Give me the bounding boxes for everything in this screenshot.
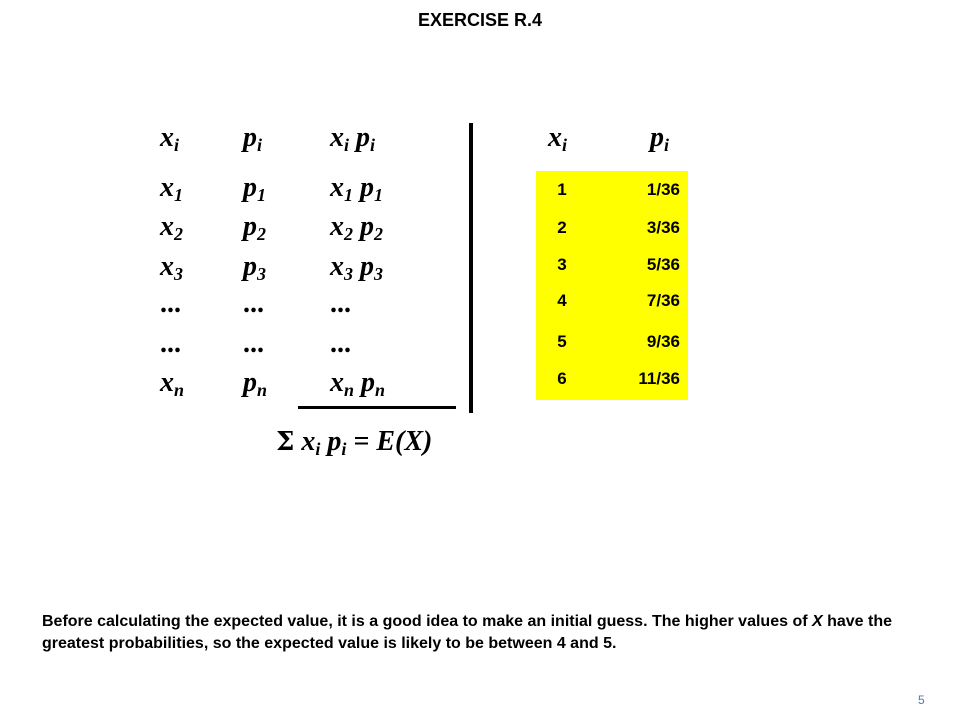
header-pi: $p_i$ (243, 122, 263, 155)
row-2-xp: $x_2$ $p_2$ (330, 211, 383, 244)
row-5-xp: ... (330, 328, 351, 359)
right-header-xi: $x_i$ (548, 122, 568, 155)
row-5-x: ... (160, 328, 181, 359)
x-value: 6 (557, 369, 567, 388)
table-divider (469, 123, 473, 413)
p-value: 3/36 (646, 218, 680, 237)
row-1-xp: $x_1$ $p_1$ (330, 172, 383, 205)
p-value: 9/36 (646, 332, 680, 351)
row-n-xp: $x_n$ $p_n$ (330, 367, 386, 400)
right-header-pi: $p_i$ (650, 122, 670, 155)
row-2-x: $x_2$ (160, 211, 183, 244)
p-value: 11/36 (638, 369, 680, 388)
row-4-x: ... (160, 288, 181, 319)
row-3-xp: $x_3$ $p_3$ (330, 251, 383, 284)
row-n-x: $x_n$ (160, 367, 185, 400)
header-xipi: $x_i$ $p_i$ (330, 122, 376, 155)
explanation-text: Before calculating the expected value, it is a good idea to make an initial guess. The higher values of X have the greatest probabilities, so the expected value is likely to be between 4 and 5. (42, 613, 893, 652)
x-value: 3 (557, 255, 567, 274)
row-3-x: $x_3$ (160, 251, 183, 284)
x-value: 1 (557, 180, 567, 199)
row-2-p: $p_2$ (243, 211, 266, 244)
row-n-p: $p_n$ (243, 367, 268, 400)
slide-title: EXERCISE R.4 (417, 10, 543, 30)
row-1-p: $p_1$ (243, 172, 266, 205)
header-xi: $x_i$ (160, 122, 180, 155)
x-value: 2 (557, 218, 567, 237)
x-value: 4 (557, 291, 567, 310)
row-1-x: $x_1$ (160, 172, 183, 205)
row-4-xp: ... (330, 288, 351, 319)
sum-underline (298, 406, 456, 409)
row-5-p: ... (243, 328, 264, 359)
values-highlight-box (536, 171, 688, 400)
row-3-p: $p_3$ (243, 251, 266, 284)
p-value: 5/36 (646, 255, 680, 274)
p-value: 1/36 (646, 180, 680, 199)
x-value: 5 (557, 332, 567, 351)
row-4-p: ... (243, 288, 264, 319)
p-value: 7/36 (646, 291, 680, 310)
expected-value-formula: Σ $x_i$ $p_i = E(X)$ (276, 426, 433, 459)
page-number: 5 (918, 693, 925, 707)
